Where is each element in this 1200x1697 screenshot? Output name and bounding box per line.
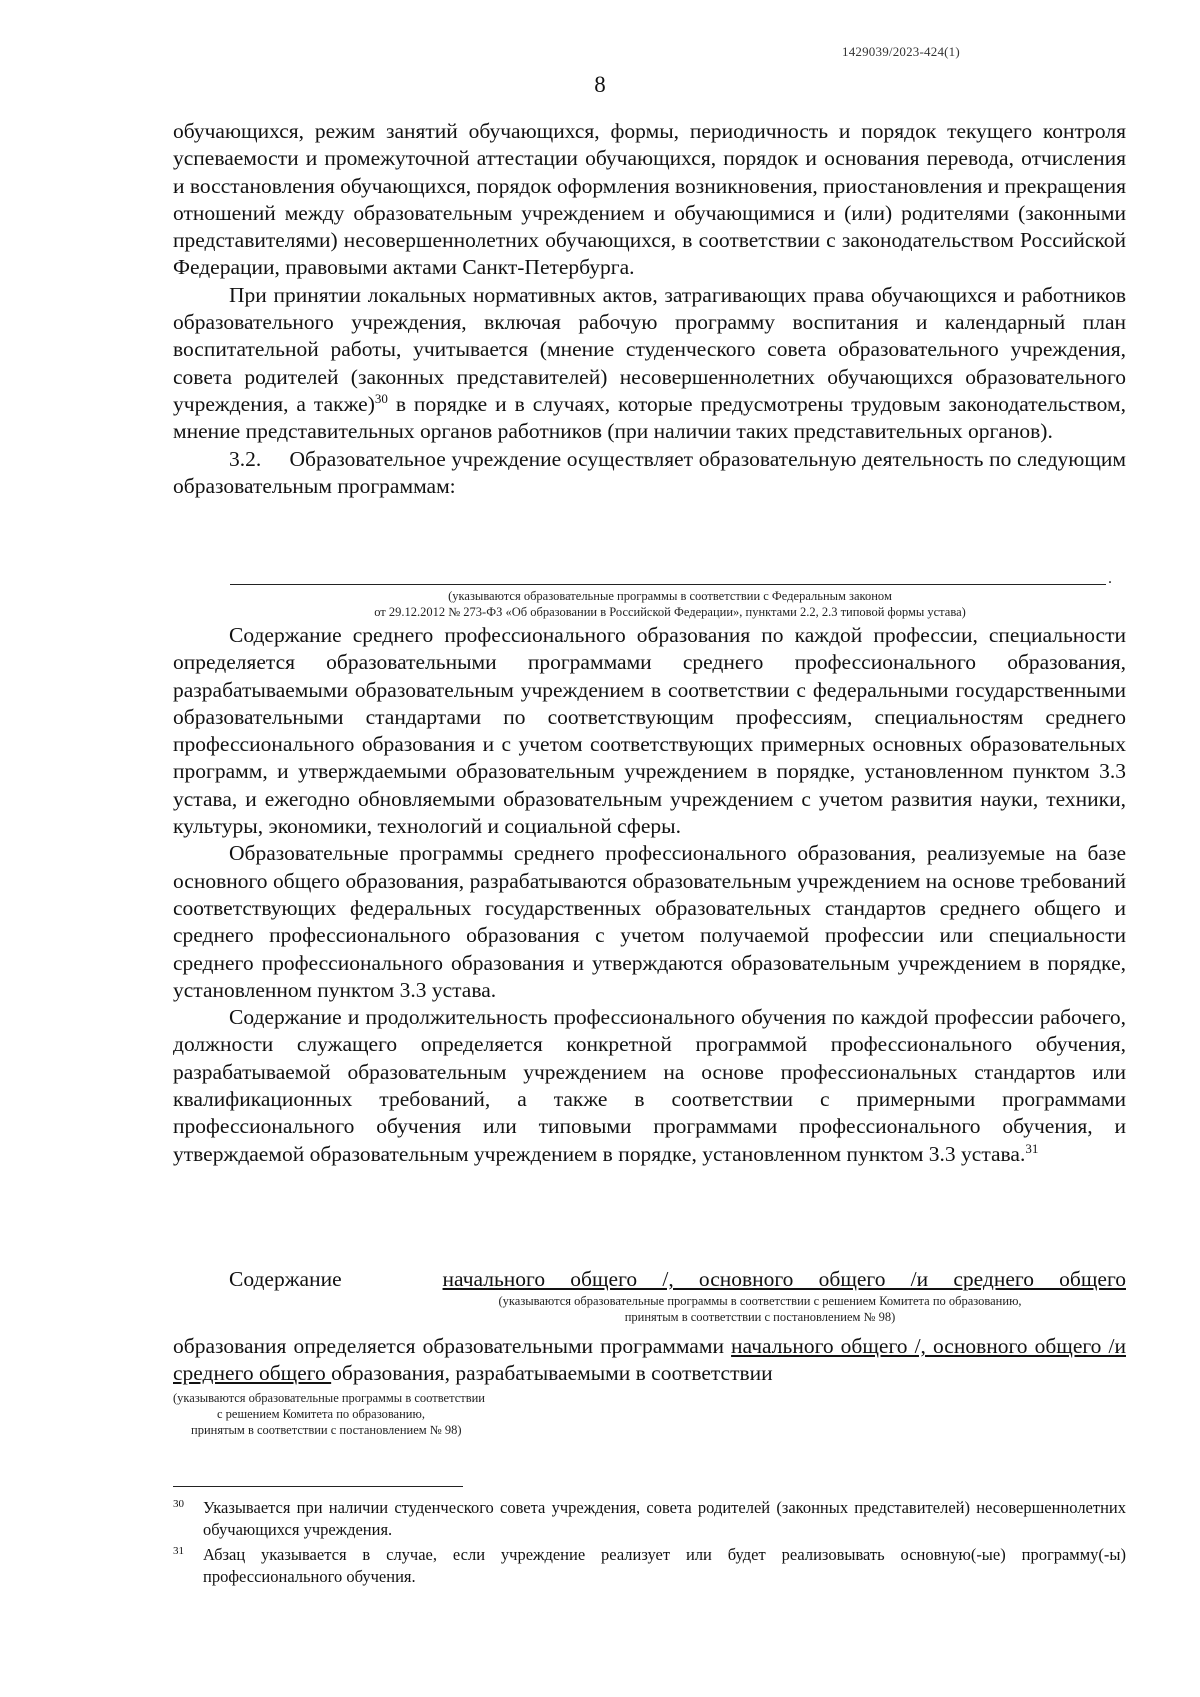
footnote-ref-30: 30 xyxy=(374,390,388,406)
fill-in-line-end: . xyxy=(1108,570,1112,587)
caption-committee-1 xyxy=(380,1293,1140,1325)
caption-committee-2-line-2: с решением Комитета по образованию, xyxy=(217,1407,425,1421)
footnote-30-text: Указывается при наличии студенческого совета учреждения, совета родителей (законных представителей) несовершеннолетних обучающихся учреждения. xyxy=(203,1498,1126,1539)
paragraph-7-lead: Содержание xyxy=(229,1267,342,1291)
footnote-ref-31: 31 xyxy=(1025,1140,1039,1156)
caption-line-2: от 29.12.2012 № 273-ФЗ «Об образовании в Российской Федерации», пунктами 2.2, 2.3 типовой формы устава) xyxy=(374,605,966,619)
footnote-separator xyxy=(173,1486,463,1487)
paragraph-6-text: Содержание и продолжительность профессионального обучения по каждой профессии рабочего, должности служащего определяется конкретной программой профессионального обучения, разрабатываемой образовательным учреждением на основе профессиональных стандартов или квалификационных требований, а также в соответствии с примерными программами профессионального обучения или типовыми программами профессионального обучения, и утверждаемой образовательным учреждением в порядке, установленном пунктом 3.3 устава. xyxy=(173,1005,1126,1166)
paragraph-5: Образовательные программы среднего профессионального образования, реализуемые на базе основного общего образования, разрабатываются образовательным учреждением на основе требований соответствующих федеральных государственных образовательных стандартов среднего общего и среднего профессионального образования с учетом получаемой профессии или специальности среднего профессионального образования и утверждаются образовательным учреждением в порядке, установленном пунктом 3.3 устава. xyxy=(173,841,1126,1002)
caption-line-1: (указываются образовательные программы в соответствии с Федеральным законом xyxy=(448,589,892,603)
paragraph-7-programs-underlined: начального общего /, основного общего /и среднего общего xyxy=(442,1267,1126,1291)
paragraph-7-text-before: образования определяется образовательными программами xyxy=(173,1334,732,1358)
paragraph-1: обучающихся, режим занятий обучающихся, формы, периодичность и порядок текущего контроля успеваемости и промежуточной аттестации обучающихся, порядок и основания перевода, отчисления и восстановления обучающихся, порядок оформления возникновения, приостановления и прекращения отношений между образовательным учреждением и обучающимися и (или) родителями (законными представителями) несовершеннолетних обучающихся, в соответствии с законодательством Российской Федерации, правовыми актами Санкт-Петербурга. xyxy=(173,119,1127,280)
text-block-middle xyxy=(173,622,1126,1168)
caption-committee-2-line-3: принятым в соответствии с постановлением № 98) xyxy=(191,1423,462,1437)
caption-programs xyxy=(230,588,1110,620)
footnotes xyxy=(173,1497,1126,1591)
footnote-30 xyxy=(173,1497,1126,1541)
paragraph-7-continued xyxy=(173,1333,1126,1388)
fill-in-line xyxy=(230,584,1106,585)
paragraph-2 xyxy=(173,282,1126,446)
footnote-31-text: Абзац указывается в случае, если учреждение реализует или будет реализовывать основную(-ые) программу(-ы) профессионального обучения. xyxy=(203,1545,1126,1586)
caption-committee-1-line-1: (указываются образовательные программы в соответствии с решением Комитета по образованию, xyxy=(498,1294,1022,1308)
paragraph-7-programs-underlined-2: начального общего /, основного общего /и среднего общего xyxy=(173,1334,1126,1386)
caption-committee-2-line-1: (указываются образовательные программы в соответствии xyxy=(173,1391,485,1405)
footnote-30-mark: 30 xyxy=(173,1498,184,1510)
paragraph-7-line-1 xyxy=(173,1266,1126,1293)
caption-committee-2 xyxy=(173,1390,485,1438)
paragraph-2-text-after: в порядке и в случаях, которые предусмотрены трудовым законодательством, мнение представительных органов работников (при наличии таких представительных органов). xyxy=(173,391,1126,444)
document-id: 1429039/2023-424(1) xyxy=(842,44,960,59)
paragraph-7-text-after: образования, разрабатываемыми в соответствии xyxy=(331,1361,773,1386)
page-number: 8 xyxy=(594,72,606,97)
paragraph-6 xyxy=(173,1004,1126,1168)
paragraph-3: 3.2. Образовательное учреждение осуществляет образовательную деятельность по следующим образовательным программам: xyxy=(173,446,1132,498)
footnote-31 xyxy=(173,1544,1126,1588)
paragraph-4: Содержание среднего профессионального образования по каждой профессии, специальности определяется образовательными программами среднего профессионального образования, разрабатываемыми образовательным учреждением в соответствии с федеральными государственными образовательными стандартами по соответствующим профессиям, специальностям среднего профессионального образования и с учетом соответствующих примерных основных образовательных программ, и утверждаемыми образовательным учреждением в порядке, установленном пунктом 3.3 устава, и ежегодно обновляемыми образовательным учреждением с учетом развития науки, техники, культуры, экономики, технологий и социальной сферы. xyxy=(173,623,1126,839)
paragraph-2-text-before: При принятии локальных нормативных актов, затрагивающих права обучающихся и работников образовательного учреждения, включая рабочую программу воспитания и календарный план воспитательной работы, учитывается (мнение студенческого совета образовательного учреждения, совета родителей (законных представителей) несовершеннолетних обучающихся образовательного учреждения, а также) xyxy=(173,282,1126,416)
caption-committee-1-line-2: принятым в соответствии с постановлением № 98) xyxy=(624,1310,896,1324)
footnote-31-mark: 31 xyxy=(173,1545,184,1557)
text-block-top xyxy=(173,118,1132,500)
